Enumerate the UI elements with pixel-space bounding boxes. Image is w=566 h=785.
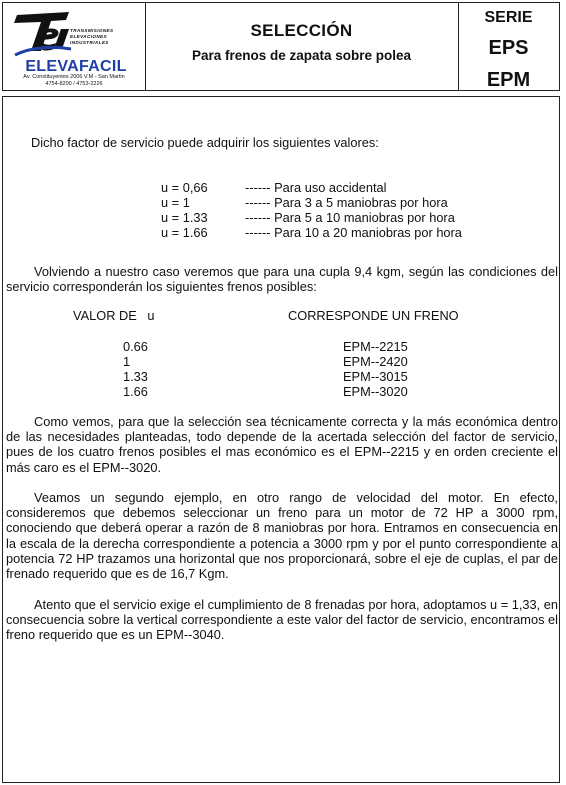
serie-code-eps: EPS: [488, 37, 529, 59]
table-cell-u: 0.66: [123, 339, 148, 354]
document-title: SELECCIÓN: [250, 21, 353, 40]
paragraph-3: Veamos un segundo ejemplo, en otro rango de velocidad del motor. En efecto, consideremos que debemos seleccionar un freno para un motor de 72 HP a 3000 rpm, conociendo que deberá operar a razón de 8 maniobras por hora. Entramos en consecuencia en la escala de la derecha correspondiente a potencia a 3000 rpm y por el punto correspondiente a potencia 72 HP trazamos una horizontal que nos proporcionará, sobre el eje de cuplas, el par de frenado requerido que es de 16,7 Kgm.: [6, 490, 558, 582]
table-cell-u: 1.66: [123, 384, 148, 399]
logo-phones: 4754-8200 / 4753-2226: [45, 81, 103, 87]
table-header-value: VALOR DE u: [73, 308, 155, 323]
table-cell-u: 1.33: [123, 369, 148, 384]
document-body: [2, 96, 560, 783]
factor-value: u = 0,66: [161, 180, 208, 195]
paragraph-2: Como vemos, para que la selección sea técnicamente correcta y la más económica dentro de las necesidades planteadas, todo depende de la acertada selección del factor de servicio, pues de los cuatro frenos posibles el mas económico es el EPM--2215 y en orden creciente el más caro es el EPM--3020.: [6, 414, 558, 475]
title-block: [145, 3, 459, 90]
serie-block: [458, 3, 559, 90]
intro-text: Dicho factor de servicio puede adquirir los siguientes valores:: [31, 135, 379, 150]
factor-value: u = 1.66: [161, 225, 208, 240]
table-cell-u: 1: [123, 354, 131, 369]
tei-logo-icon: [11, 11, 73, 59]
logo-brand-name: ELEVAFACIL: [25, 58, 127, 75]
table-header-brake: CORRESPONDE UN FRENO: [288, 308, 459, 323]
serie-code-epm: EPM: [486, 69, 531, 91]
table-cell-brake: EPM--3020: [343, 384, 408, 399]
paragraph-1: Volviendo a nuestro caso veremos que para una cupla 9,4 kgm, según las condiciones del servicio corresponderán los siguientes frenos posibles:: [6, 264, 558, 295]
factor-value: u = 1.33: [161, 210, 208, 225]
factor-description: ------ Para 10 a 20 maniobras por hora: [245, 225, 462, 240]
serie-label: SERIE: [484, 9, 533, 26]
logo-subtitle: TRANSMISIONES ELEVACIONES INDUSTRIALES: [70, 28, 114, 45]
paragraph-4: Atento que el servicio exige el cumplimiento de 8 frenadas por hora, adoptamos u = 1,33, en consecuencia sobre la vertical correspondiente a este valor del factor de servicio, encontramos el freno requerido que es un EPM--3040.: [6, 597, 558, 643]
logo-address-block: [5, 74, 143, 88]
factor-description: ------ Para 5 a 10 maniobras por hora: [245, 210, 455, 225]
factor-value: u = 1: [161, 195, 190, 210]
table-cell-brake: EPM--3015: [343, 369, 408, 384]
document-subtitle: Para frenos de zapata sobre polea: [191, 48, 412, 63]
factor-description: ------ Para 3 a 5 maniobras por hora: [245, 195, 448, 210]
table-cell-brake: EPM--2215: [343, 339, 408, 354]
factor-description: ------ Para uso accidental: [245, 180, 387, 195]
logo-address: Av. Constituyentes 2006 V.M - San Martin: [23, 74, 125, 80]
company-logo: [3, 3, 146, 90]
table-cell-brake: EPM--2420: [343, 354, 408, 369]
document-header: [2, 2, 560, 91]
